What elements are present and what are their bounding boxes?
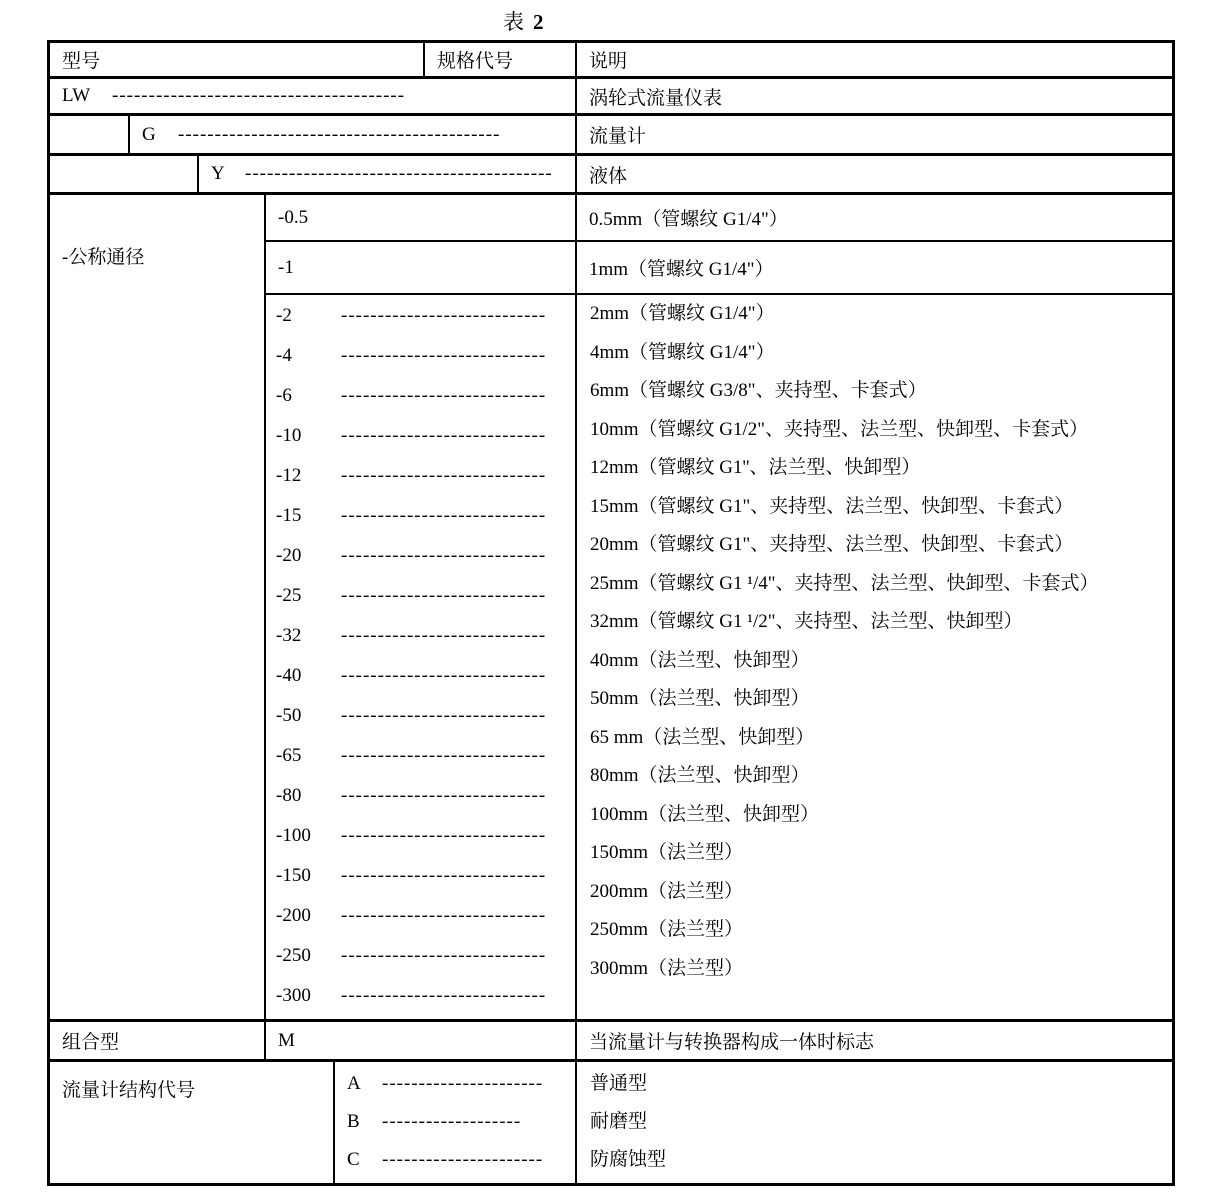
diameter-leader-dashes: ---------------------------- [341, 905, 547, 926]
diameter-leader-dashes: ---------------------------- [341, 825, 547, 846]
diameter-desc-line: 10mm（管螺纹 G1/2"、夹持型、法兰型、快卸型、卡套式） [590, 418, 1089, 440]
diameter-leader-dashes: ---------------------------- [341, 985, 547, 1006]
structure-leader-dashes: ---------------------- [382, 1149, 544, 1170]
diameter-leader-dashes: ---------------------------- [341, 505, 547, 526]
desc-0-5: 0.5mm（管螺纹 G1/4"） [589, 209, 788, 230]
diameter-code: -12 [276, 465, 302, 486]
desc-1: 1mm（管螺纹 G1/4"） [589, 259, 774, 280]
lw-desc: 涡轮式流量仪表 [589, 87, 723, 109]
g-leader-dashes: -------------------------------------------- [178, 123, 501, 145]
cell-combined-label [50, 1022, 266, 1059]
diameter-desc-line: 2mm（管螺纹 G1/4"） [590, 303, 775, 324]
diameter-code-line [276, 456, 575, 496]
diameter-code: -2 [276, 305, 292, 326]
diameter-desc-line: 40mm（法兰型、快卸型） [590, 649, 810, 671]
code-0-5: -0.5 [278, 206, 309, 228]
diameter-label: -公称通径 [62, 247, 145, 268]
code-1: -1 [278, 256, 294, 278]
combined-code: M [278, 1029, 295, 1051]
diameter-desc-line: 100mm（法兰型、快卸型） [590, 803, 820, 825]
lw-leader-dashes: ---------------------------------------- [112, 85, 406, 106]
diameter-code: -200 [276, 905, 311, 926]
row-combined [50, 1022, 1172, 1062]
diameter-code-line [276, 936, 575, 976]
diameter-code: -6 [276, 385, 292, 406]
diameter-code: -20 [276, 545, 302, 566]
diameter-leader-dashes: ---------------------------- [341, 865, 547, 886]
diameter-code-line [276, 616, 575, 656]
cell-combined-desc [577, 1022, 1172, 1059]
table-title-number: 2 [533, 10, 544, 34]
diameter-code: -100 [276, 825, 311, 846]
g-desc: 流量计 [589, 126, 647, 147]
sub-row-1 [266, 242, 1172, 295]
diameter-desc-line: 12mm（管螺纹 G1''、法兰型、快卸型） [590, 457, 921, 478]
sub-row-0-5 [266, 195, 1172, 242]
structure-code: C [347, 1149, 360, 1170]
cell-desc-0-5 [577, 195, 1172, 240]
diameter-code: -15 [276, 505, 302, 526]
structure-label: 流量计结构代号 [62, 1080, 196, 1101]
structure-leader-dashes: ------------------- [382, 1111, 522, 1132]
cell-combined-code [266, 1022, 577, 1059]
diameter-leader-dashes: ---------------------------- [341, 945, 547, 966]
diameter-code: -65 [276, 745, 302, 766]
structure-leader-dashes: ---------------------- [382, 1073, 544, 1094]
combined-desc: 当流量计与转换器构成一体时标志 [589, 1032, 875, 1053]
header-row [50, 43, 1172, 79]
row-lw [50, 79, 1172, 116]
diameter-desc-line: 200mm（法兰型） [590, 880, 744, 902]
spec-table [47, 40, 1175, 1186]
diameter-desc-line: 150mm（法兰型） [590, 842, 744, 863]
y-leader-dashes: ------------------------------------------ [245, 163, 553, 184]
structure-code-line [347, 1103, 575, 1141]
header-label-desc: 说明 [589, 51, 628, 72]
diameter-leader-dashes: ---------------------------- [341, 625, 547, 646]
diameter-code-line [276, 776, 575, 816]
diameter-leader-dashes: ---------------------------- [341, 305, 547, 326]
diameter-leader-dashes: ---------------------------- [341, 745, 547, 766]
diameter-code-line [276, 856, 575, 896]
y-code: Y [211, 163, 225, 184]
diameter-leader-dashes: ---------------------------- [341, 385, 547, 406]
diameter-desc-line: 300mm（法兰型） [590, 957, 744, 979]
y-desc: 液体 [589, 165, 628, 187]
header-cell-desc [577, 43, 1172, 76]
diameter-desc-line: 25mm（管螺纹 G1 ¹/4"、夹持型、法兰型、快卸型、卡套式） [590, 572, 1099, 594]
structure-desc-line: 普通型 [590, 1073, 648, 1094]
diameter-desc-line: 32mm（管螺纹 G1 ¹/2"、夹持型、法兰型、快卸型） [590, 611, 1023, 632]
diameter-descs-column [577, 295, 1172, 1019]
diameter-code-line [276, 656, 575, 696]
diameter-code: -4 [276, 345, 292, 366]
cell-y-code [199, 156, 577, 192]
header-label-spec: 规格代号 [437, 51, 514, 72]
diameter-code-line [276, 296, 575, 336]
cell-y-indent [50, 156, 199, 192]
table-title-prefix: 表 [503, 10, 524, 34]
diameter-desc-line: 4mm（管螺纹 G1/4"） [590, 341, 775, 363]
diameter-code-line [276, 416, 575, 456]
diameter-codes-column [266, 295, 577, 1019]
structure-code-line [347, 1065, 575, 1103]
cell-y-desc [577, 156, 1172, 192]
diameter-desc-line: 6mm（管螺纹 G3/8"、夹持型、卡套式） [590, 380, 927, 401]
diameter-leader-dashes: ---------------------------- [341, 345, 547, 366]
diameter-leader-dashes: ---------------------------- [341, 705, 547, 726]
structure-code-line [347, 1141, 575, 1179]
diameter-code-line [276, 336, 575, 376]
structure-code: A [347, 1073, 361, 1094]
diameter-code: -50 [276, 705, 302, 726]
diameter-code: -32 [276, 625, 302, 646]
diameter-code: -300 [276, 985, 311, 1006]
cell-diameter-label [50, 195, 266, 1019]
diameter-desc-line: 20mm（管螺纹 G1"、夹持型、法兰型、快卸型、卡套式） [590, 534, 1074, 555]
diameter-code: -80 [276, 785, 302, 806]
diameter-desc-line: 50mm（法兰型、快卸型） [590, 688, 810, 709]
header-label-model: 型号 [62, 51, 101, 72]
cell-g-indent [50, 116, 130, 153]
diameter-code-line [276, 376, 575, 416]
diameter-leader-dashes: ---------------------------- [341, 425, 547, 446]
structure-desc-line: 耐磨型 [590, 1111, 648, 1132]
combined-label: 组合型 [62, 1032, 120, 1053]
structure-descs-column [577, 1062, 1172, 1183]
diameter-code-line [276, 536, 575, 576]
row-group-diameter [50, 195, 1172, 1022]
diameter-code-line [276, 896, 575, 936]
header-cell-spec [425, 43, 577, 76]
cell-g-code [130, 116, 577, 153]
cell-g-desc [577, 116, 1172, 153]
diameter-code-line [276, 576, 575, 616]
g-code: G [142, 123, 156, 145]
diameter-code: -10 [276, 425, 302, 446]
cell-desc-1 [577, 242, 1172, 293]
row-structure [50, 1062, 1172, 1183]
diameter-code-line [276, 696, 575, 736]
diameter-leader-dashes: ---------------------------- [341, 585, 547, 606]
diameter-right-block [266, 195, 1172, 1019]
diameter-code: -40 [276, 665, 302, 686]
diameter-desc-line: 65 mm（法兰型、快卸型） [590, 726, 815, 748]
diameter-code: -150 [276, 865, 311, 886]
diameter-desc-line: 15mm（管螺纹 G1"、夹持型、法兰型、快卸型、卡套式） [590, 495, 1074, 517]
diameter-code-line [276, 496, 575, 536]
diameter-leader-dashes: ---------------------------- [341, 465, 547, 486]
cell-lw-desc [577, 79, 1172, 113]
diameter-leader-dashes: ---------------------------- [341, 665, 547, 686]
diameter-code-line [276, 816, 575, 856]
cell-code-1 [266, 242, 577, 293]
structure-desc-line: 防腐蚀型 [590, 1149, 667, 1170]
cell-structure-label [50, 1062, 335, 1183]
structure-codes-column [335, 1062, 577, 1183]
lw-code: LW [62, 85, 91, 106]
row-y [50, 156, 1172, 195]
diameter-leader-dashes: ---------------------------- [341, 545, 547, 566]
cell-code-0-5 [266, 195, 577, 240]
diameter-code-line [276, 736, 575, 776]
diameter-code: -25 [276, 585, 302, 606]
header-cell-model [50, 43, 425, 76]
row-g [50, 116, 1172, 156]
diameter-leader-dashes: ---------------------------- [341, 785, 547, 806]
diameter-desc-line: 250mm（法兰型） [590, 919, 744, 940]
table-title [503, 6, 544, 36]
diameter-desc-line: 80mm（法兰型、快卸型） [590, 765, 810, 786]
sub-row-diameter-list [266, 295, 1172, 1019]
cell-lw-code [50, 79, 577, 113]
structure-code: B [347, 1111, 360, 1132]
diameter-code-line [276, 976, 575, 1016]
diameter-code: -250 [276, 945, 311, 966]
